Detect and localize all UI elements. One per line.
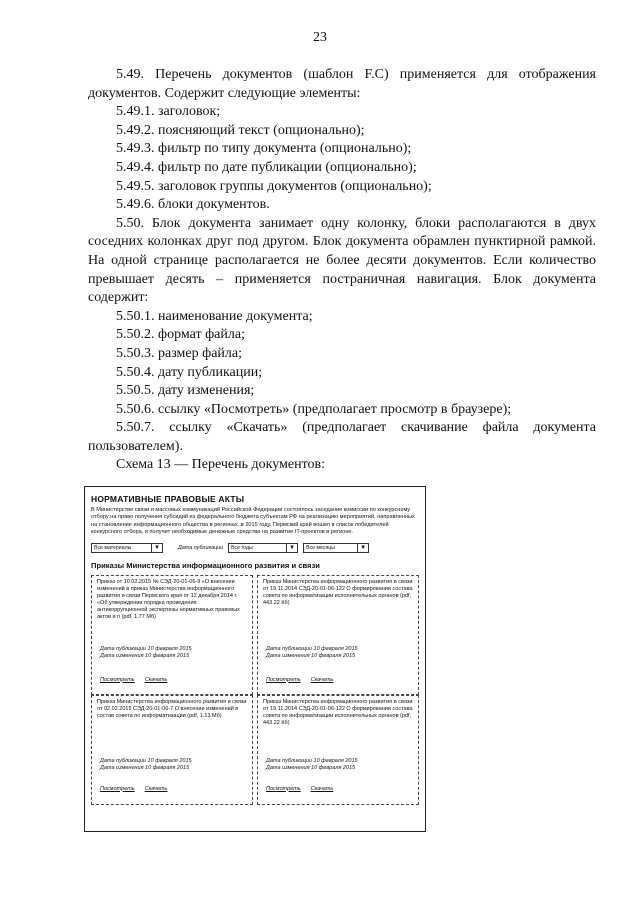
document-block bbox=[257, 695, 419, 805]
scheme-title: НОРМАТИВНЫЕ ПРАВОВЫЕ АКТЫ bbox=[91, 494, 245, 504]
document-links bbox=[100, 677, 167, 684]
scheme-filters bbox=[91, 543, 419, 553]
scheme-caption: Схема 13 — Перечень документов: bbox=[116, 457, 326, 473]
select-value: Все материалы bbox=[94, 544, 132, 551]
document-body bbox=[88, 66, 596, 475]
document-dates bbox=[100, 758, 192, 772]
chevron-down-icon: ▼ bbox=[357, 544, 368, 552]
document-blocks-grid bbox=[91, 575, 419, 805]
list-item: 5.49.5. заголовок группы документов (опционально); bbox=[116, 178, 432, 194]
paragraph-5-50-7: 5.50.7. ссылку «Скачать» (предполагает скачивание файла документа пользователем). bbox=[88, 420, 596, 454]
paragraph-5-49: 5.49. Перечень документов (шаблон F.C) применяется для отображения документов. Содержит следующие элементы: bbox=[88, 67, 596, 101]
month-select[interactable] bbox=[303, 543, 369, 553]
document-name: Приказ Министерства информационного развития и связи от 19.11.2014 СЭД-20-01-06-122 О формировании состава совета по информатизации исполнительных органов (pdf, 443.22 Кб) bbox=[263, 698, 413, 726]
publication-date-label: Дата публикации bbox=[178, 544, 224, 551]
document-links bbox=[100, 786, 167, 793]
modification-date: Дата изменения 10 февраля 2015 bbox=[100, 652, 190, 659]
group-title: Приказы Министерства информационного развития и связи bbox=[91, 560, 320, 570]
download-link[interactable]: Скачать bbox=[144, 785, 168, 792]
publication-date: Дата публикации 10 февраля 2015 bbox=[100, 757, 192, 764]
list-item: 5.50.1. наименование документа; bbox=[116, 308, 313, 324]
publication-date: Дата публикации 10 февраля 2015 bbox=[100, 645, 192, 652]
document-dates bbox=[266, 646, 358, 660]
document-type-select[interactable] bbox=[91, 543, 163, 553]
view-link[interactable]: Посмотреть bbox=[266, 676, 301, 683]
paragraph-5-50: 5.50. Блок документа занимает одну колонку, блоки располагаются в двух соседних колонках друг под другом. Блок документа обрамлен пунктирной рамкой. На одной странице располагается не более десяти документов. Если количество превышает десять – применяется постраничная навигация. Блок документа содержит: bbox=[88, 215, 596, 306]
view-link[interactable]: Посмотреть bbox=[266, 785, 301, 792]
page-number: 23 bbox=[313, 30, 327, 45]
scheme-description: В Министерстве связи и массовых коммуникаций Российской Федерации состоялось заседание комиссии по конкурсному отбору на право получения субсидий из федерального бюджета субъектам РФ на реализацию мероприятий, направленных на становление информационного общества в регионах, в 2015 году. Пермский край вошел в список победителей конкурсного отбора, и получит необходимые денежные средства на развитие IT-проектов в регионе. bbox=[91, 507, 415, 536]
document-dates bbox=[100, 646, 192, 660]
chevron-down-icon: ▼ bbox=[286, 544, 297, 552]
publication-date: Дата публикации 10 февраля 2015 bbox=[266, 645, 358, 652]
view-link[interactable]: Посмотреть bbox=[100, 676, 135, 683]
view-link[interactable]: Посмотреть bbox=[100, 785, 135, 792]
list-item: 5.50.5. дату изменения; bbox=[116, 383, 255, 399]
document-links bbox=[266, 786, 333, 793]
download-link[interactable]: Скачать bbox=[310, 676, 334, 683]
list-item: 5.49.1. заголовок; bbox=[116, 104, 221, 120]
document-dates bbox=[266, 758, 358, 772]
document-name: Приказ Министерства информационного развития и связи от 19.11.2014 СЭД-20-01-06-122 О формировании состава совета по информатизации исполнительных органов (pdf, 443.22 Кб) bbox=[263, 578, 413, 606]
modification-date: Дата изменения 10 февраля 2015 bbox=[266, 764, 356, 771]
document-name: Приказ Министерства информационного развития и связи от 02.02.2015 СЭД-20-01-06-7 О внесении изменений в состав совета по информатизации (pdf, 1.13 Мб) bbox=[97, 698, 247, 719]
list-item: 5.49.4. фильтр по дате публикации (опционально); bbox=[116, 159, 417, 175]
chevron-down-icon: ▼ bbox=[151, 544, 162, 552]
list-item: 5.50.3. размер файла; bbox=[116, 345, 242, 361]
list-item: 5.50.6. ссылку «Посмотреть» (предполагает просмотр в браузере); bbox=[116, 401, 512, 417]
list-item: 5.50.2. формат файла; bbox=[116, 327, 245, 343]
modification-date: Дата изменения 10 февраля 2015 bbox=[100, 764, 190, 771]
document-name: Приказ от 10.02.2015 № СЭД-20-01-06-9 «О внесении изменений в приказ Министерства информационного развития и связи Пермского края от 12 декабря 2014 г. «Об утверждении порядка проведения антикоррупционной экспертизы нормативных правовых актов и п (pdf, 1.77 Мб) bbox=[97, 578, 240, 620]
list-item: 5.50.4. дату публикации; bbox=[116, 364, 263, 380]
modification-date: Дата изменения 10 февраля 2015 bbox=[266, 652, 356, 659]
document-links bbox=[266, 677, 333, 684]
select-value: Все месяцы bbox=[306, 544, 336, 551]
download-link[interactable]: Скачать bbox=[144, 676, 168, 683]
list-item: 5.49.6. блоки документов. bbox=[116, 197, 270, 213]
document-block bbox=[91, 575, 253, 695]
document-block bbox=[91, 695, 253, 805]
download-link[interactable]: Скачать bbox=[310, 785, 334, 792]
scheme-13-mockup bbox=[84, 486, 426, 832]
list-item: 5.49.2. поясняющий текст (опционально); bbox=[116, 122, 365, 138]
list-item: 5.49.3. фильтр по типу документа (опционально); bbox=[116, 141, 412, 157]
document-block bbox=[257, 575, 419, 695]
publication-date: Дата публикации 10 февраля 2015 bbox=[266, 757, 358, 764]
select-value: Все годы bbox=[231, 544, 253, 551]
year-select[interactable] bbox=[228, 543, 298, 553]
